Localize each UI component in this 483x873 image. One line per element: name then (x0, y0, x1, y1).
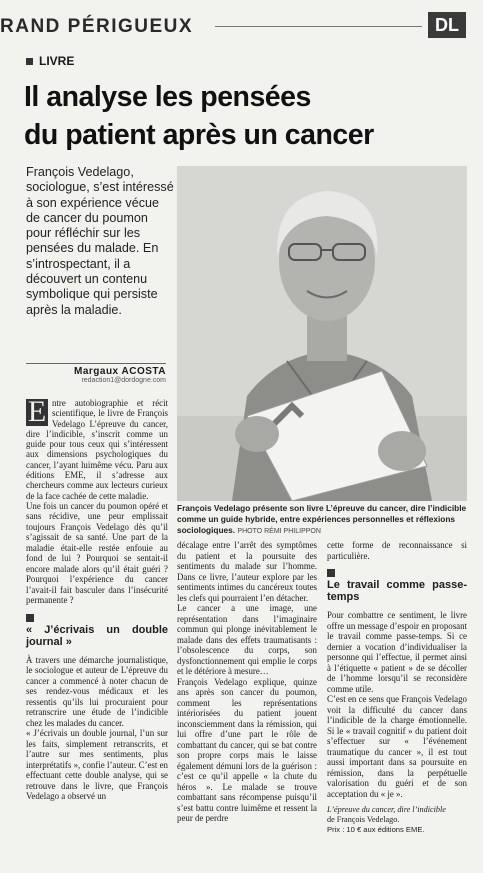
subheading-text: « J’écrivais un double journal » (26, 623, 168, 648)
lead-text: ntre autobiographie et récit scientifique, le livre de François Vedelago L’épreuve du cancer, dire l’indicible, s’inscrit comme un guide pour tous ceux qui s’intéressent aux dimensions psychologiques du cancer, l’ayant luimême vécu. Paru aux éditions EME, il s’adresse aux chercheurs comme aux lecteurs curieux de la face cachée de cette maladie. (26, 398, 168, 501)
headline (24, 78, 464, 154)
article-column-2 (177, 540, 317, 824)
author-name: Margaux ACOSTA (73, 366, 166, 377)
lead-paragraph (26, 395, 168, 501)
article-photo (177, 166, 467, 501)
photo-caption (177, 503, 469, 537)
square-bullet-icon (26, 58, 33, 65)
body-paragraph: C’est en ce sens que François Vedelago voit la difficulté du cancer dans l’indicible de la charge émotionnelle. Si le « travail cognitif » du patient doit s’effectuer sur « l’événement traumatique du cancer », il est tout aussi important dans sa poursuite en rémission, dans la perpétuelle valorisation du guéri et de son acceptation du « je ». (327, 694, 467, 799)
byline (26, 363, 166, 384)
book-price: Prix : 10 € aux éditions EME. (327, 825, 425, 834)
portrait-illustration (177, 166, 467, 501)
book-info-box (327, 805, 467, 835)
body-paragraph: Pour combattre ce sentiment, le livre offre un message d’espoir en proposant le travail comme passe-temps. Si ce dernier a vocation d’individualiser la personne qui l’effectue, il permet ainsi à l’étiquette « patient » de se décoller de l’homme lorsqu’il se reconsidère comme utile. (327, 610, 467, 694)
caption-text: François Vedelago présente son livre L’épreuve du cancer, dire l’indicible comme un guide hybride, entre expériences personnelles et réflexions sociologiques. (177, 503, 467, 535)
subheading (327, 569, 467, 603)
body-paragraph: François Vedelago explique, quinze ans après son cancer du poumon, comment les représentations intériorisées du patient jouent inconsciemment dans la rémission, qui lui offre d’une part le rôle de combattant du cancer, qui se bat contre son propre corps mais le laisse également démuni lors de la guérison : c’est ce qu’il appelle « la chute du héros ». Le malade se trouve combattant sans récompense puisqu’il s’est battu contre luimême et ressent la peur de perdre (177, 676, 317, 823)
body-paragraph: À travers une démarche journalistique, le sociologue et auteur de L’épreuve du cancer a commencé à noter chacun de ses rendez-vous médicaux et les ressentis qu’ils lui procuraient pour retranscrire une étude de l’indicible chez les malades du cancer. (26, 654, 168, 728)
section-title: RAND PÉRIGUEUX (0, 16, 194, 37)
square-bullet-icon (327, 569, 335, 577)
body-paragraph: Le cancer a une image, une représentation dans l’imaginaire commun qui plonge inévitablement le malade dans des effets traumatisants : l’obsolescence du corps, son dysfonctionnement qui emplie le corps et le détériore à mesure… (177, 603, 317, 676)
subheading-text: Le travail comme passe-temps (327, 579, 467, 603)
body-paragraph: décalage entre l’arrêt des symptômes du patient et la poursuite des sentiments du malade sur l’homme. Dans ce livre, l’auteur explore par les sentiments intimes du cancéreux toutes les clefs qui pourraient l’en détacher. (177, 540, 317, 603)
headline-line-2: du patient après un cancer (24, 119, 374, 151)
body-paragraph: « J’écrivais un double journal, l’un sur les faits, simplement retranscrits, et l’autre sur mes sentiments, plus interprétatifs », confie l’auteur. C’est en effectuant cette double analyse, qui se retrouve dans le livre, que François Vedelago a observé un (26, 728, 168, 802)
square-bullet-icon (26, 614, 34, 622)
article-column-3 (327, 540, 467, 835)
article-column-1 (26, 395, 168, 802)
subheading (26, 614, 168, 648)
book-author: de François Vedelago. (327, 815, 400, 824)
kicker (26, 54, 74, 68)
book-title: L’épreuve du cancer, dire l’indicible (327, 805, 446, 814)
photo-credit: PHOTO RÉMI PHILIPPON (237, 528, 321, 535)
drop-cap: E (27, 395, 47, 428)
body-paragraph: cette forme de reconnaissance si particulière. (327, 540, 467, 561)
intro-paragraph: François Vedelago, sociologue, s’est intéressé à son expérience vécue de cancer du poumon pour réfléchir sur les pensées du malade. En s’introspectant, il a découvert un contenu symbolique qui persiste après la maladie. (26, 165, 174, 317)
kicker-label: LIVRE (39, 54, 75, 68)
newspaper-logo: DL (428, 12, 466, 38)
section-header (0, 4, 466, 40)
header-rule (215, 26, 422, 27)
author-email: redaction1@dordogne.com (81, 377, 166, 384)
body-paragraph: Une fois un cancer du poumon opéré et sans récidive, une peur emplissait toujours François Vedelago dès qu’il s’agissait de sa santé. Une part de la maladie était-elle restée enfouie au fond de lui ? Pourquoi se sentait-il encore malade alors qu’il était guéri ? Pourquoi l’expérience du cancer l’avait-il fait basculer dans l’insécurité permanente ? (26, 500, 168, 606)
headline-line-1: Il analyse les pensées (24, 81, 311, 113)
